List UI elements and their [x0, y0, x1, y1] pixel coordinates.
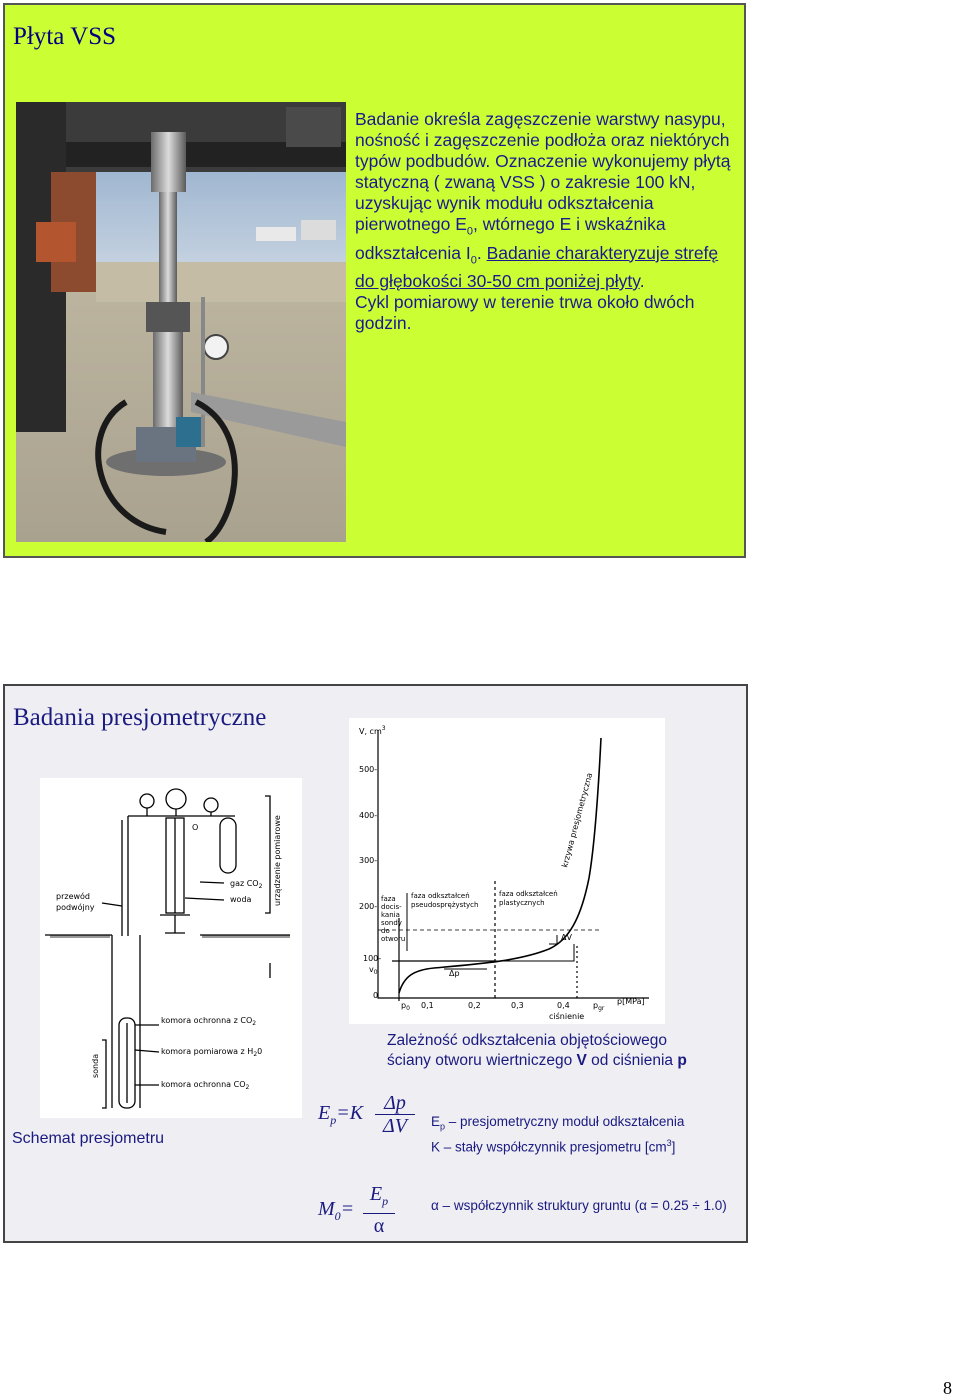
cisnienie-label: ciśnienie [549, 1012, 585, 1021]
text-run: K – stały współczynnik presjometru [cm [431, 1139, 667, 1155]
delta-v-label: ΔV [561, 933, 572, 942]
y-tick: 500- [359, 765, 378, 774]
y-tick: 200- [359, 902, 378, 911]
phase3-label: plastycznych [499, 899, 545, 907]
formula-m0 [318, 1198, 354, 1224]
formula-subscript: 0 [334, 1209, 341, 1223]
phase3-label: faza odkształceń [499, 890, 558, 898]
pressuremeter-schematic [40, 778, 302, 1118]
text-run: ] [671, 1139, 676, 1155]
text-run: . [639, 271, 645, 291]
p0-label: $p_0$ [401, 1001, 410, 1012]
x-axis-label: p[MPa] [617, 997, 645, 1006]
text-run: Badanie określa zagęszczenie warstwy nasypu, nośność i zagęszczenie podłoża oraz niektórych typów podbudów. Oznaczenie wykonujemy płytą statyczną ( zwaną VSS ) o zakresie 100 kN, uzyskując wynik modułu odkształcenia pierwotnego E [355, 109, 731, 234]
vss-description [355, 109, 740, 334]
plot-caption [387, 1031, 707, 1071]
formula-subscript: p [382, 1194, 389, 1208]
page-number: 8 [943, 1378, 952, 1398]
formula-symbol: E [318, 1102, 331, 1124]
text-run: V [576, 1052, 587, 1069]
formula-symbol: =K [336, 1102, 364, 1124]
underlined-text: Badanie charakteryzuje strefę do głębokości 30-50 cm poniżej płyty [355, 242, 719, 291]
definition-k [431, 1138, 675, 1155]
y-tick: 400- [359, 811, 378, 820]
y-tick: 0 [373, 991, 379, 1000]
phase1-label: otworu [381, 935, 406, 943]
vss-paragraph-2: Cykl pomiarowy w terenie trwa około dwóch godzin. [355, 292, 695, 333]
formula-denominator: ΔV [375, 1114, 415, 1137]
label-przewod: przewód [56, 892, 91, 901]
text-run: , wtórnego E i wskaźnika odkształcenia I [355, 214, 666, 263]
plot-svg [349, 718, 665, 1024]
label-komora-ochronna-1: komora ochronna z $CO_2$ [161, 1016, 257, 1027]
phase1-label: do [381, 927, 390, 935]
label-urzadzenie: urządzenie pomiarowe [273, 815, 282, 906]
formula-symbol: = [340, 1198, 355, 1220]
schematic-caption: Schemat presjometru [12, 1130, 165, 1147]
superscript: 3 [666, 1138, 672, 1148]
subscript: p [440, 1121, 446, 1132]
slide-title: Płyta VSS [13, 23, 117, 50]
label-komora-ochronna-2: komora ochronna $CO_2$ [161, 1080, 250, 1091]
label-woda: woda [230, 895, 252, 904]
formula-ep [318, 1102, 363, 1128]
text-run: od ciśnienia [586, 1052, 678, 1069]
phase1-label: docis- [381, 903, 402, 911]
formula-subscript: p [330, 1113, 337, 1127]
subscript: 0 [466, 225, 474, 238]
pressuremeter-curve-plot [349, 718, 665, 1024]
formula-symbol: E [369, 1183, 383, 1205]
text-run: . [476, 242, 487, 263]
formula-numerator [363, 1182, 395, 1213]
y-axis-label: V, $cm^3$ [359, 725, 386, 736]
formula-symbol: M [318, 1198, 335, 1220]
formula-ep-fraction [375, 1092, 415, 1137]
y-tick: 100- [363, 954, 382, 963]
phase2-label: faza odkształceń [411, 892, 470, 900]
x-tick: 0,4 [557, 1001, 570, 1010]
formula-numerator: Δp [384, 1092, 406, 1114]
phase1-label: faza [381, 895, 396, 903]
vss-plate-photo [16, 102, 346, 542]
x-tick: 0,1 [421, 1001, 434, 1010]
label-gaz: gaz $CO_2$ [230, 879, 263, 890]
slide-title: Badania presjometryczne [13, 704, 267, 731]
text-run: – presjometryczny moduł odkształcenia [445, 1114, 685, 1129]
x-tick: 0,2 [468, 1001, 481, 1010]
y-tick: 300- [359, 856, 378, 865]
subscript: 0 [470, 254, 477, 266]
slide-pressuremeter [3, 684, 748, 1243]
text-run: Zależność odkształcenia objętościowego ściany otworu wiertniczego [387, 1032, 668, 1069]
x-tick: 0,3 [511, 1001, 524, 1010]
vss-photo-illustration [16, 102, 346, 542]
phase1-label: sondy [381, 919, 402, 927]
formula-denominator: α [363, 1213, 395, 1238]
slide-vss [3, 3, 746, 558]
text-run: p [677, 1052, 687, 1069]
v0-label: $v_0$ [369, 965, 378, 976]
phase2-label: pseudosprężystych [411, 901, 479, 909]
pgr-label: $p_{gr}$ [593, 1001, 605, 1012]
formula-m0-fraction [363, 1182, 395, 1238]
text-run: E [431, 1114, 441, 1129]
phase1-label: kania [381, 911, 400, 919]
label-sonda: sonda [91, 1053, 100, 1078]
schematic-drawing [40, 778, 302, 1118]
delta-p-label: Δp [449, 969, 460, 978]
curve-label: krzywa presjometryczna [560, 771, 595, 869]
definition-ep [431, 1114, 684, 1132]
label-komora-pomiarowa: komora pomiarowa z $H_20$ [161, 1047, 263, 1058]
definition-alpha: α – współczynnik struktury gruntu (α = 0.25 ÷ 1.0) [431, 1198, 727, 1213]
label-O: O [192, 823, 199, 832]
label-podwojny: podwójny [56, 903, 95, 912]
vss-paragraph-1 [355, 109, 740, 292]
